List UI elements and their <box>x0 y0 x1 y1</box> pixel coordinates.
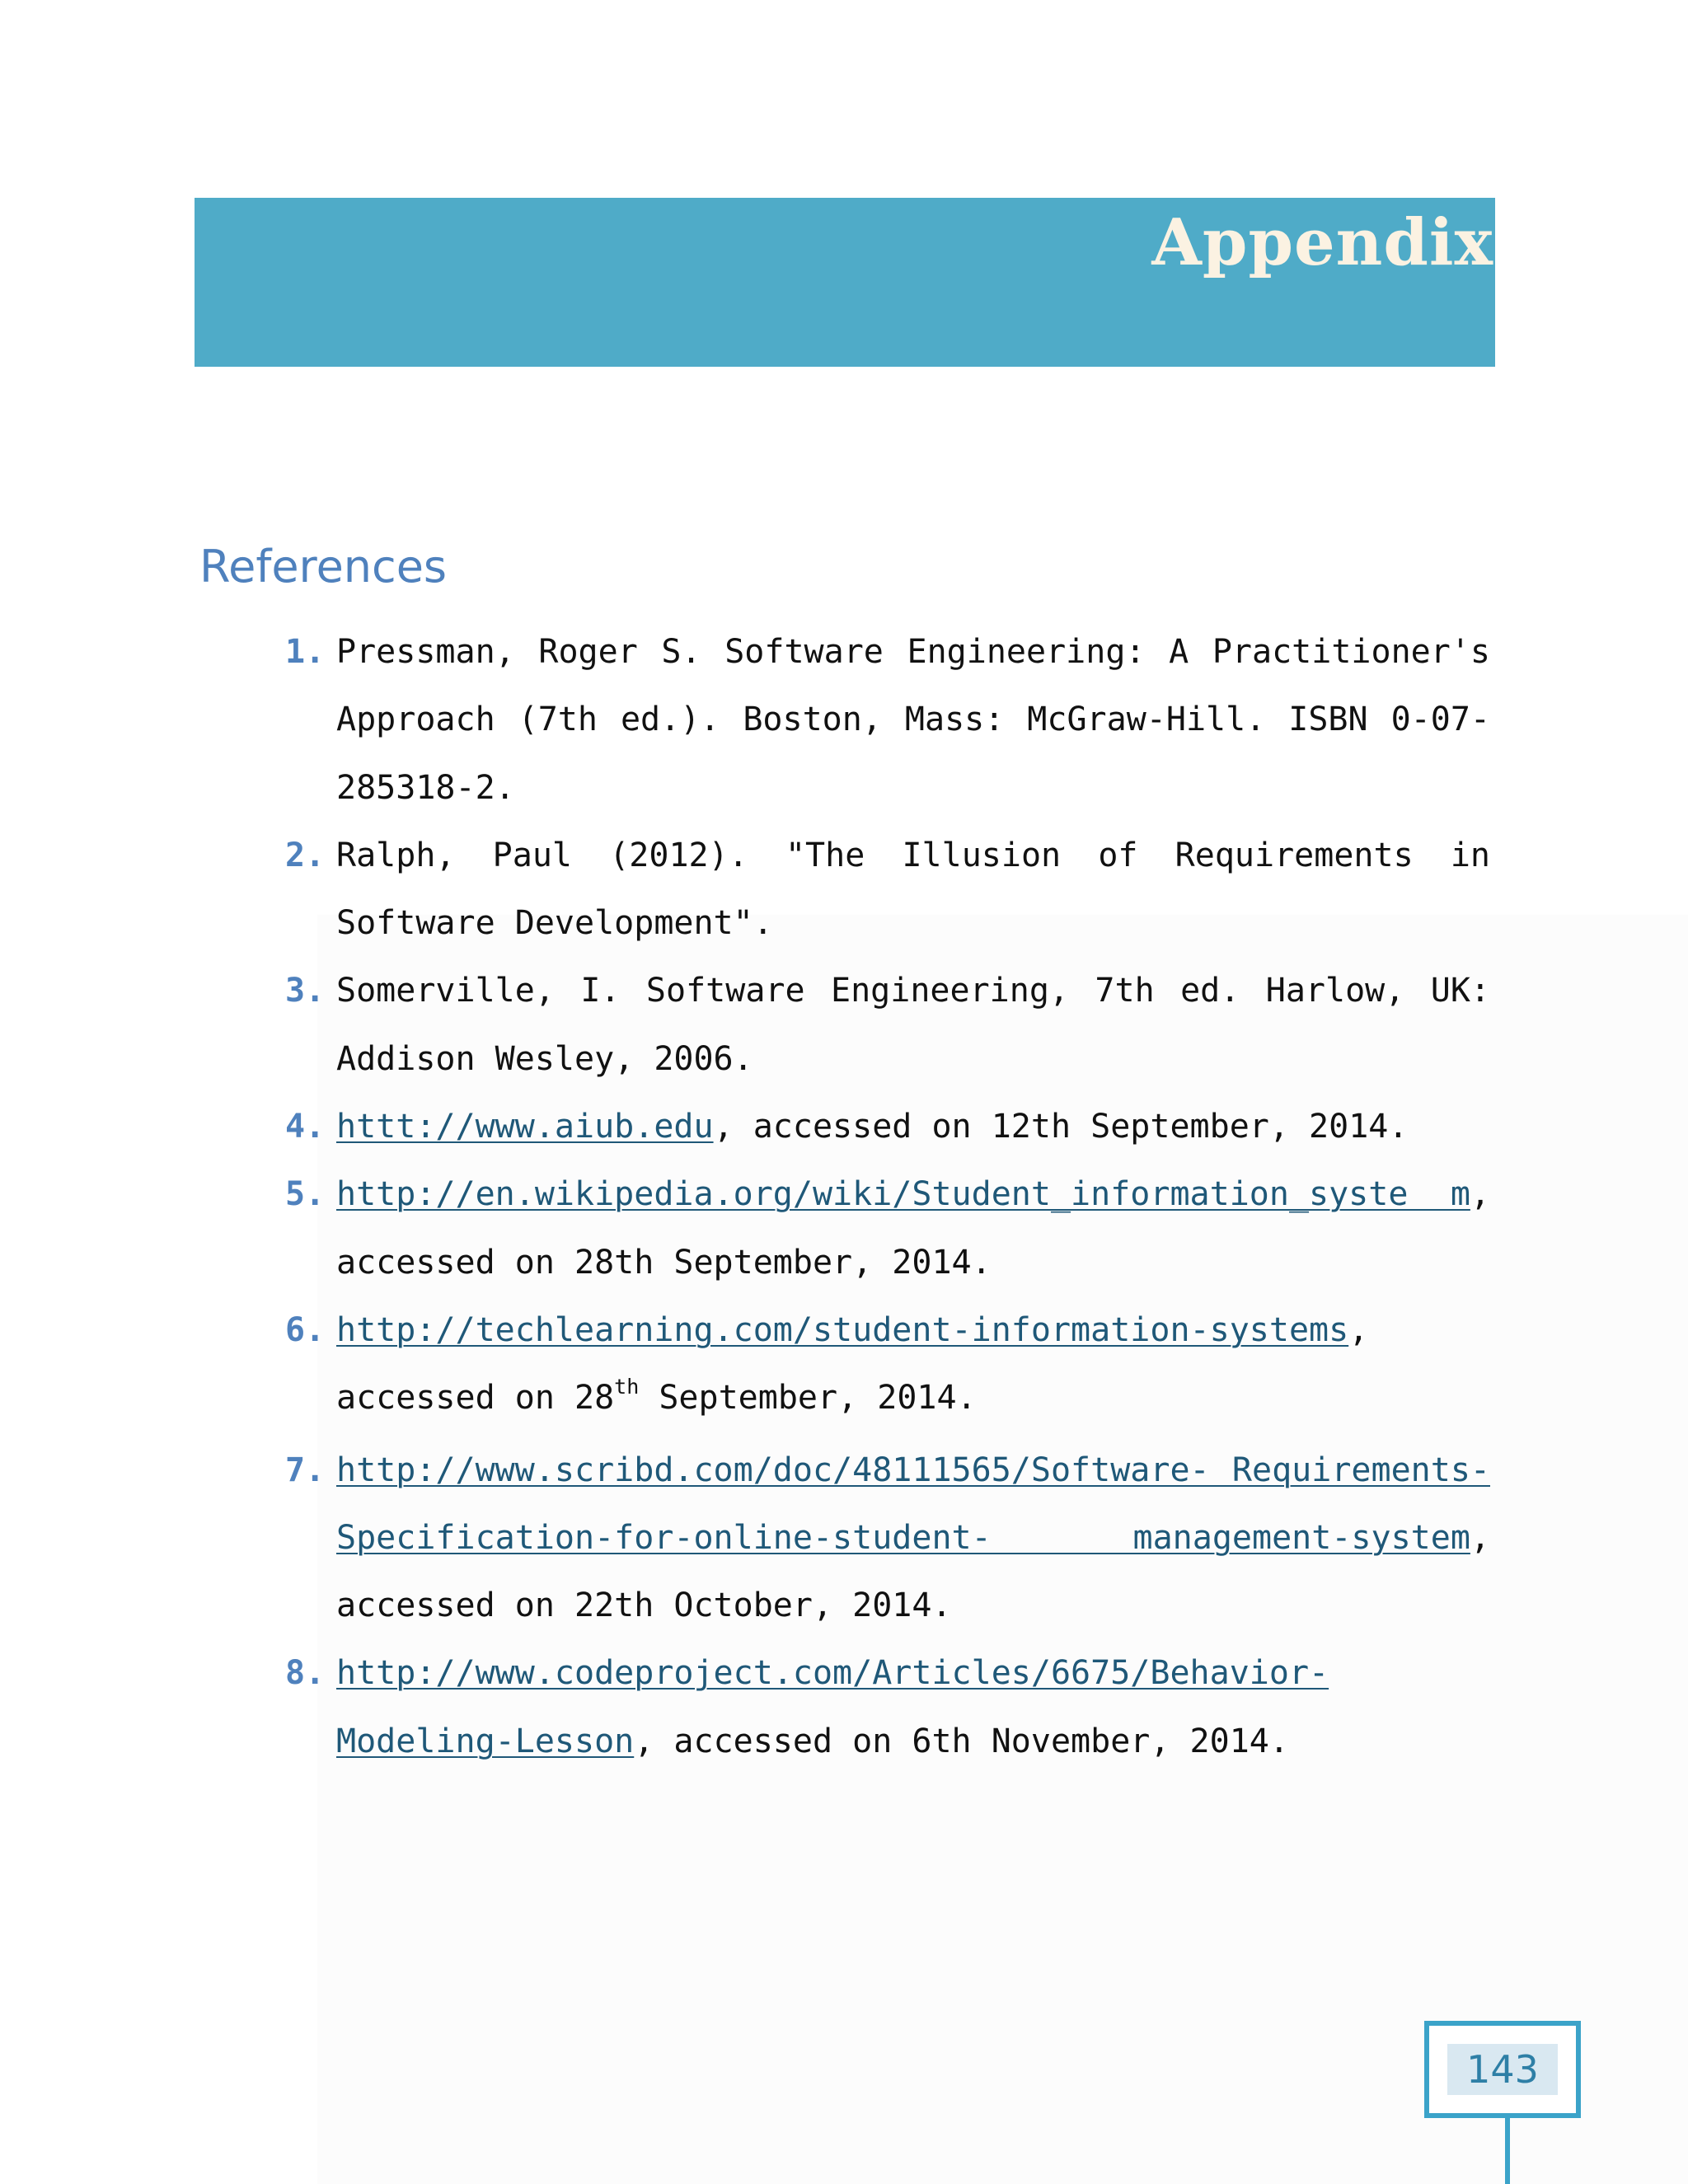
reference-access-date-end: September, 2014. <box>639 1379 977 1418</box>
reference-text: Pressman, Roger S. Software Engineering: A Practitioner's Approach (7th ed.). Boston, Mass: McGraw-Hill. ISBN 0-07-285318-2. <box>336 633 1490 807</box>
reference-item-6 <box>285 1296 1490 1436</box>
reference-access-date: , accessed on 28th September, 2014. <box>336 1175 1490 1282</box>
banner-title: Appendix <box>1151 205 1493 280</box>
references-heading: References <box>199 541 448 593</box>
reference-number: 7. <box>285 1451 326 1489</box>
reference-number: 8. <box>285 1654 326 1693</box>
reference-number: 5. <box>285 1175 326 1214</box>
reference-number: 3. <box>285 972 326 1010</box>
reference-link[interactable]: http://en.wikipedia.org/wiki/Student_information_syste m <box>336 1175 1470 1214</box>
page-number-box <box>1424 2021 1581 2118</box>
reference-item-5 <box>285 1160 1490 1296</box>
references-list <box>285 618 1490 1775</box>
reference-item-8 <box>285 1639 1490 1775</box>
reference-access-date: , accessed on 22th October, 2014. <box>336 1518 1490 1625</box>
reference-number: 2. <box>285 836 326 874</box>
page-number: 143 <box>1466 2047 1539 2092</box>
reference-access-date: , accessed on 12th September, 2014. <box>713 1108 1409 1146</box>
page-number-stem <box>1505 2118 1510 2184</box>
reference-link[interactable]: http://www.codeproject.com/Articles/6675/Behavior- Modeling-Lesson <box>336 1654 1329 1760</box>
reference-access-date: , accessed on 28 <box>336 1310 1369 1418</box>
reference-link[interactable]: http://techlearning.com/student-information-systems <box>336 1310 1349 1349</box>
reference-text: Somerville, I. Software Engineering, 7th ed. Harlow, UK: Addison Wesley, 2006. <box>336 972 1490 1078</box>
page-number-panel <box>1447 2044 1558 2095</box>
reference-item-4 <box>285 1093 1490 1160</box>
reference-number: 4. <box>285 1108 326 1146</box>
reference-number: 6. <box>285 1310 326 1349</box>
reference-item-3 <box>285 957 1490 1093</box>
reference-item-2 <box>285 822 1490 958</box>
appendix-banner <box>195 198 1495 367</box>
reference-text: Ralph, Paul (2012). "The Illusion of Requirements in Software Development". <box>336 836 1490 943</box>
reference-link[interactable]: httt://www.aiub.edu <box>336 1108 714 1146</box>
reference-item-7 <box>285 1436 1490 1640</box>
reference-number: 1. <box>285 633 326 671</box>
reference-link[interactable]: http://www.scribd.com/doc/48111565/Software- Requirements-Specification-for-online-student- management-system <box>336 1451 1490 1557</box>
reference-item-1 <box>285 618 1490 822</box>
ordinal-superscript: th <box>614 1375 640 1399</box>
reference-access-date: , accessed on 6th November, 2014. <box>634 1722 1289 1760</box>
